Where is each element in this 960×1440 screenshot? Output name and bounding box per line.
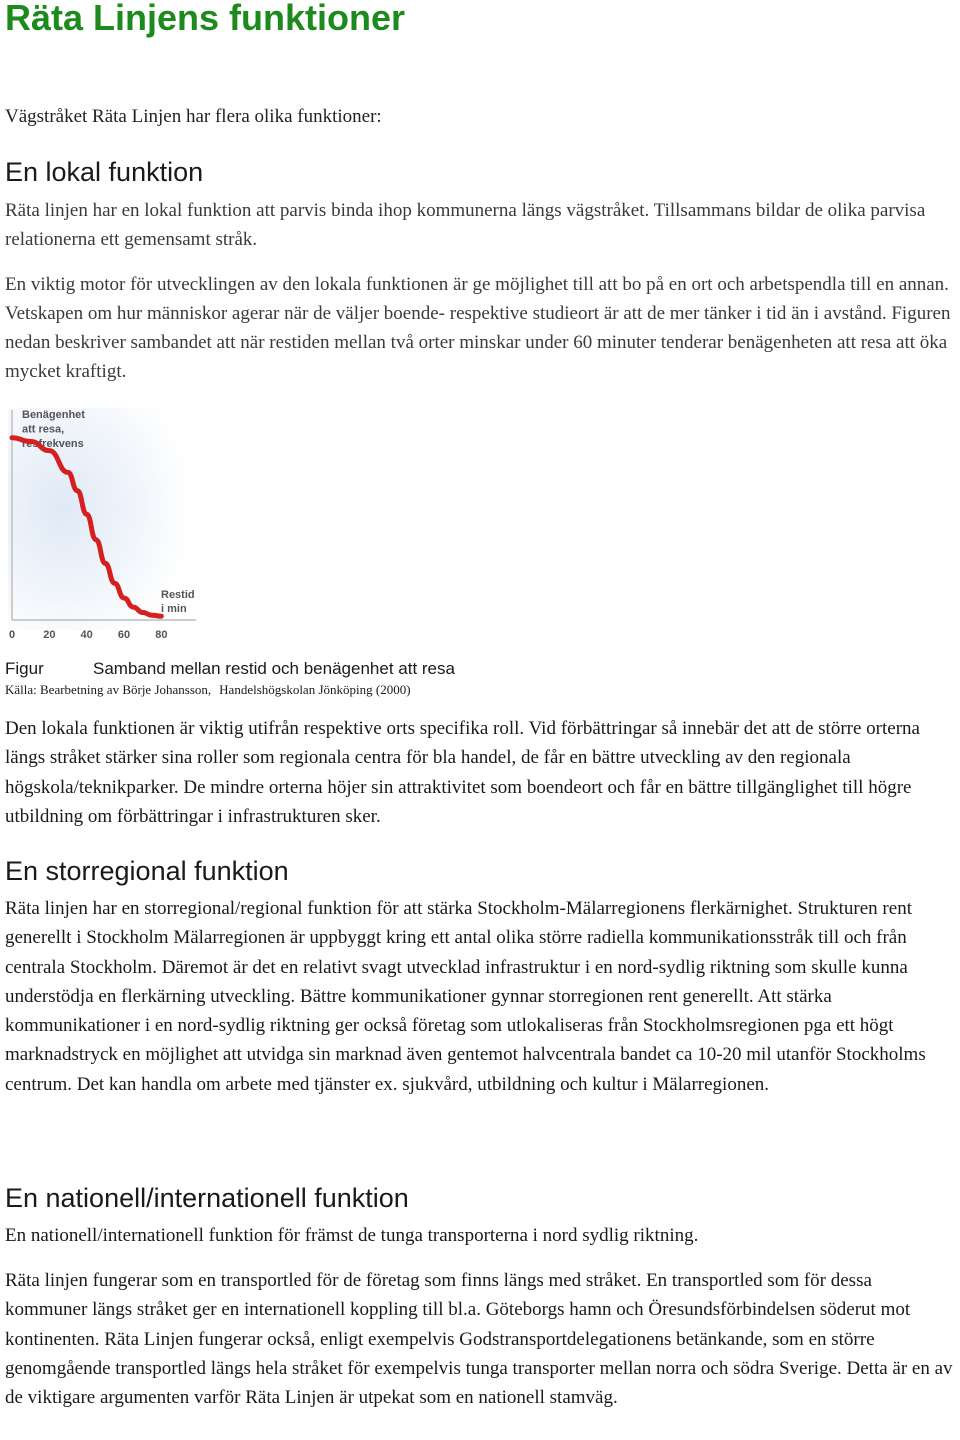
y-axis-label-line: Benägenhet bbox=[22, 409, 85, 421]
paragraph-local-1: Räta linjen har en lokal funktion att parvis binda ihop kommunerna längs vägstråket. Tillsammans bildar de olika parvisa relationerna ett gemensamt stråk. bbox=[5, 200, 926, 250]
x-axis-label-line: i min bbox=[161, 603, 187, 615]
section-heading-storregional: En storregional funktion bbox=[5, 856, 289, 886]
x-axis-label-line: Restid bbox=[161, 589, 195, 601]
chart-svg bbox=[2, 400, 202, 650]
paragraph-national-1: En nationell/internationell funktion för främst de tunga transporterna i nord sydlig riktning. bbox=[5, 1225, 699, 1246]
x-tick-label: 20 bbox=[43, 629, 56, 641]
figure-caption-text: Samband mellan restid och benägenhet att resa bbox=[93, 659, 455, 678]
y-axis-label-line: att resa, bbox=[22, 423, 65, 436]
figure-source-label: Källa: Bearbetning av Börje Johansson, bbox=[5, 682, 212, 697]
section-heading-national: En nationell/internationell funktion bbox=[5, 1183, 409, 1213]
page-title: Räta Linjens funktioner bbox=[5, 0, 406, 38]
paragraph-national-2: Räta linjen fungerar som en transportled för de företag som finns längs med stråket. En transportled som för dessa kommuner längs stråket ger en internationell koppling till bl.a. Göteborgs hamn och Öresundsförbindelsen söderut mot kontinenten. Räta Linjen fungerar också, enligt exempelvis Godstransportdelegationens betänkande, som en större genomgående transportled längs hela stråket för exempelvis tunga transporter mellan norra och södra Sverige. Detta är en av de viktigare argumenten varför Räta Linjen är utpekat som en nationell stamväg. bbox=[5, 1270, 953, 1409]
x-tick-label: 60 bbox=[117, 629, 131, 641]
x-tick-label: 80 bbox=[155, 629, 168, 641]
travel-propensity-chart bbox=[2, 400, 202, 650]
x-tick-label: 0 bbox=[8, 629, 16, 641]
x-tick-label: 40 bbox=[80, 629, 93, 641]
figure-label: Figur bbox=[5, 659, 44, 678]
figure-caption bbox=[5, 657, 455, 681]
figure-source-org: Handelshögskolan Jönköping (2000) bbox=[219, 682, 411, 697]
paragraph-local-2: En viktig motor för utvecklingen av den lokala funktionen är ge möjlighet till att bo på en ort och arbetspendla till en annan. Vetskapen om hur människor agerar när de väljer boende- respektive studieort är att de mer tänker i tid än i avstånd. Figuren nedan beskriver sambandet att när restiden mellan två orter minskar under 60 minuter tenderar benägenheten att resa att öka mycket kraftigt. bbox=[5, 274, 951, 382]
paragraph-storregional-1: Räta linjen har en storregional/regional funktion för att stärka Stockholm-Mälarregionens flerkärnighet. Strukturen rent generellt i Stockholm Mälarregionen är uppbyggt kring ett antal olika större radiella kommunikationsstråk till och från centrala Stockholm. Däremot är det en relativt svagt utvecklad infrastruktur i en nord-sydlig riktning som skulle kunna understödja en flerkärning utveckling. Bättre kommunikationer gynnar storregionen rent generellt. Att stärka kommunikationer i en nord-sydlig riktning ger också företag som utlokaliseras från Stockholmsregionen pga ett högt marknadstryck en möjlighet att utvidga sin marknad även gentemot halvcentrala bandet ca 10-20 mil utanför Stockholms centrum. Det kan handla om arbete med tjänster ex. sjukvård, utbildning och kultur i Mälarregionen. bbox=[5, 898, 926, 1095]
paragraph-local-3: Den lokala funktionen är viktig utifrån respektive orts specifika roll. Vid förbättringar så innebär det att de större orterna längs stråket stärker sina roller som regionala centra för bla handel, de får en bättre utveckling av den regionala högskola/teknikparker. De mindre orterna höjer sin attraktivitet som boendeort och får en bättre tillgänglighet till högre utbildning om förbättringar i infrastrukturen sker. bbox=[5, 718, 920, 827]
section-heading-local: En lokal funktion bbox=[5, 157, 204, 187]
figure-source bbox=[5, 681, 411, 699]
intro-text: Vägstråket Räta Linjen har flera olika funktioner: bbox=[5, 106, 382, 127]
y-axis-label-line: resfrekvens bbox=[22, 438, 84, 450]
